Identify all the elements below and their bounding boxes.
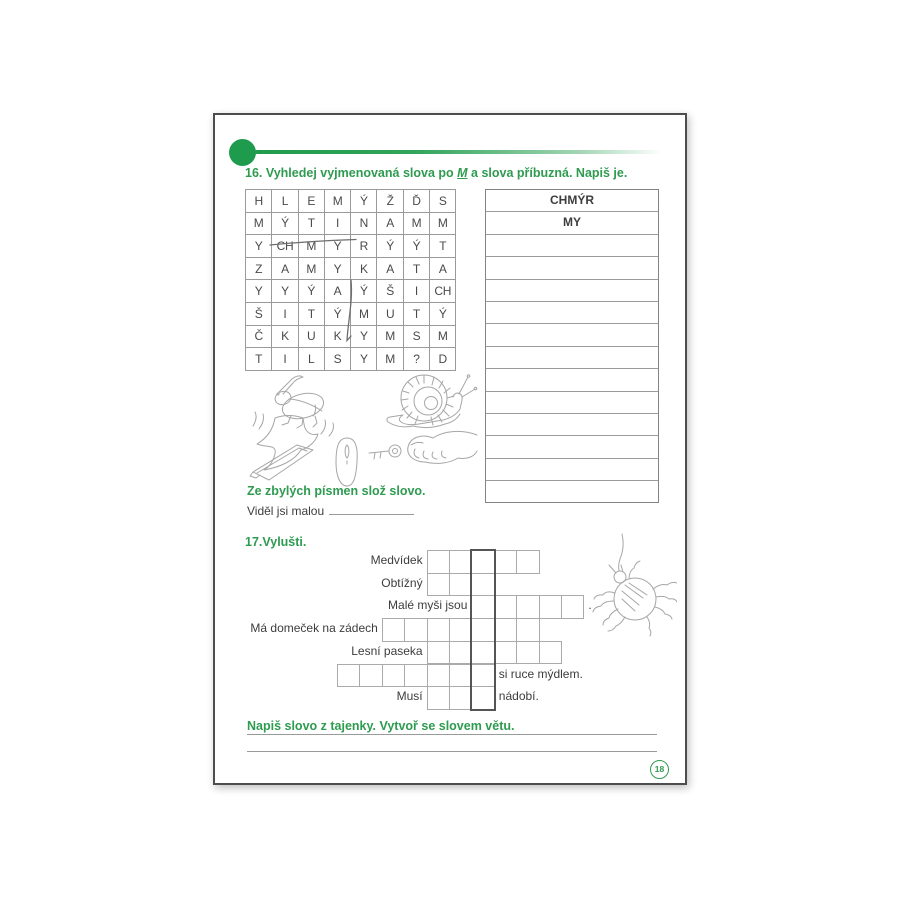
writing-line-1 bbox=[247, 734, 657, 735]
wordsearch-cell: Ý bbox=[430, 302, 456, 325]
wordsearch-cell: I bbox=[272, 302, 298, 325]
wordsearch-row bbox=[246, 325, 456, 348]
wordsearch-grid bbox=[245, 189, 456, 371]
crossword-cell bbox=[516, 550, 539, 574]
wordsearch-row bbox=[246, 257, 456, 280]
crossword-cell bbox=[516, 641, 539, 665]
answer-row-filled: MY bbox=[486, 212, 658, 234]
wordsearch-cell: E bbox=[298, 190, 324, 213]
writing-line-2 bbox=[247, 751, 657, 752]
wordsearch-cell: CH bbox=[272, 235, 298, 258]
wordsearch-cell: K bbox=[324, 325, 350, 348]
wordsearch-cell: T bbox=[298, 212, 324, 235]
wordsearch-cell: T bbox=[246, 348, 272, 371]
footer-instruction: Napiš slovo z tajenky. Vytvoř se slovem větu. bbox=[247, 719, 515, 733]
crossword-cell bbox=[427, 550, 450, 574]
wordsearch-cell: L bbox=[298, 348, 324, 371]
wordsearch-cell: I bbox=[324, 212, 350, 235]
wordsearch-cell: A bbox=[430, 257, 456, 280]
wordsearch-cell: R bbox=[351, 235, 377, 258]
wordsearch-cell: CH bbox=[430, 280, 456, 303]
wordsearch-cell: T bbox=[430, 235, 456, 258]
crossword-cell bbox=[539, 641, 562, 665]
wordsearch-row bbox=[246, 235, 456, 258]
wordsearch-cell: M bbox=[324, 190, 350, 213]
wordsearch-cell: S bbox=[430, 190, 456, 213]
crossword-cell bbox=[449, 550, 472, 574]
wordsearch-cell: U bbox=[377, 302, 403, 325]
answer-table bbox=[485, 189, 659, 503]
wordsearch-cell: K bbox=[351, 257, 377, 280]
page-number: 18 bbox=[654, 764, 665, 774]
crossword-cell bbox=[539, 595, 562, 619]
crossword-cell bbox=[494, 595, 517, 619]
exercise17-title: 17.Vylušti. bbox=[245, 535, 307, 549]
crossword-clue: Malé myši jsou bbox=[388, 598, 468, 613]
wordsearch-cell: I bbox=[403, 280, 429, 303]
wordsearch-cell: Z bbox=[246, 257, 272, 280]
wordsearch-cell: L bbox=[272, 190, 298, 213]
wordsearch-cell: Ý bbox=[272, 212, 298, 235]
wordsearch-cell: Č bbox=[246, 325, 272, 348]
wordsearch-cell: Y bbox=[246, 235, 272, 258]
wordsearch-cell: U bbox=[298, 325, 324, 348]
wordsearch-cell: K bbox=[272, 325, 298, 348]
compose-instruction: Ze zbylých písmen slož slovo. bbox=[247, 484, 426, 498]
wordsearch-cell: Ý bbox=[324, 302, 350, 325]
wordsearch-cell: Y bbox=[351, 348, 377, 371]
sentence-start-text: Viděl jsi malou bbox=[247, 504, 325, 518]
wordsearch-cell: A bbox=[272, 257, 298, 280]
wordsearch-cell: T bbox=[403, 257, 429, 280]
wordsearch-cell: M bbox=[377, 325, 403, 348]
crossword-cell bbox=[494, 618, 517, 642]
wordsearch-cell: Ý bbox=[403, 235, 429, 258]
wordsearch-cell: Y bbox=[351, 325, 377, 348]
wordsearch-cell: I bbox=[272, 348, 298, 371]
crossword-cell bbox=[449, 641, 472, 665]
wordsearch-row bbox=[246, 302, 456, 325]
crossword-clue: Musí bbox=[396, 689, 423, 704]
crossword-cell bbox=[427, 573, 450, 597]
crossword-cell bbox=[427, 618, 450, 642]
wordsearch-cell: M bbox=[430, 325, 456, 348]
wordsearch-cell: Y bbox=[246, 280, 272, 303]
crossword-cell bbox=[561, 595, 584, 619]
answer-row-empty bbox=[486, 369, 658, 391]
crossword-clue: Obtížný bbox=[381, 575, 423, 590]
workbook-page bbox=[213, 113, 687, 785]
crossword-cell bbox=[427, 641, 450, 665]
crossword-cell bbox=[404, 664, 427, 688]
tick-illustration bbox=[585, 533, 677, 637]
answer-row-empty bbox=[486, 414, 658, 436]
wordsearch-cell: Š bbox=[246, 302, 272, 325]
exercise16-title bbox=[245, 166, 627, 180]
answer-row-empty bbox=[486, 257, 658, 279]
wordsearch-cell: M bbox=[298, 235, 324, 258]
wordsearch-cell: Ý bbox=[377, 235, 403, 258]
wordsearch-cell: A bbox=[377, 257, 403, 280]
crossword-suffix-text: . bbox=[588, 598, 592, 613]
wordsearch-cell: M bbox=[377, 348, 403, 371]
crossword-clue: Má domeček na zádech bbox=[250, 621, 378, 636]
wordsearch-cell: M bbox=[403, 212, 429, 235]
wordsearch-row bbox=[246, 280, 456, 303]
answer-row-empty bbox=[486, 235, 658, 257]
exercise16-title-prefix: 16. Vyhledej vyjmenovaná slova po bbox=[245, 166, 458, 180]
answer-row-empty bbox=[486, 347, 658, 369]
wordsearch-cell: D bbox=[430, 348, 456, 371]
wordsearch-cell: S bbox=[403, 325, 429, 348]
answer-row-empty bbox=[486, 302, 658, 324]
stag-beetle-on-stump-illustration bbox=[245, 372, 341, 474]
wordsearch-cell: A bbox=[377, 212, 403, 235]
wordsearch-cell: M bbox=[298, 257, 324, 280]
wordsearch-row bbox=[246, 348, 456, 371]
crossword-cell bbox=[449, 664, 472, 688]
crossword-cell bbox=[449, 573, 472, 597]
wordsearch-cell: Y bbox=[324, 257, 350, 280]
snail-illustration bbox=[383, 367, 479, 437]
crossword-clue: Lesní paseka bbox=[351, 643, 423, 658]
wordsearch-cell: H bbox=[246, 190, 272, 213]
crossword-cell bbox=[404, 618, 427, 642]
soap-illustration bbox=[331, 435, 363, 489]
hand-with-key-illustration bbox=[355, 423, 479, 479]
wordsearch-cell: Ý bbox=[324, 235, 350, 258]
wordsearch-cell: Ý bbox=[351, 280, 377, 303]
header-bullet-dot bbox=[229, 139, 256, 166]
answer-row-empty bbox=[486, 324, 658, 346]
exercise16-title-highlight-m: M bbox=[457, 166, 468, 180]
wordsearch-row bbox=[246, 212, 456, 235]
wordsearch-cell: Ž bbox=[377, 190, 403, 213]
wordsearch-cell: T bbox=[298, 302, 324, 325]
crossword-suffix-text: nádobí. bbox=[498, 689, 539, 704]
wordsearch-cell: M bbox=[430, 212, 456, 235]
crossword-cell bbox=[382, 618, 405, 642]
header-gradient-rule bbox=[255, 150, 667, 154]
answer-row-empty bbox=[486, 481, 658, 502]
answer-row-empty bbox=[486, 280, 658, 302]
answer-row-empty bbox=[486, 459, 658, 481]
wordsearch-cell: N bbox=[351, 212, 377, 235]
wordsearch-cell: T bbox=[403, 302, 429, 325]
wordsearch-cell: Ý bbox=[351, 190, 377, 213]
wordsearch-cell: Ď bbox=[403, 190, 429, 213]
crossword-cell bbox=[516, 595, 539, 619]
wordsearch-cell: M bbox=[351, 302, 377, 325]
wordsearch-cell: Š bbox=[377, 280, 403, 303]
crossword-cell bbox=[449, 686, 472, 710]
crossword-cell bbox=[337, 664, 360, 688]
crossword-secret-column bbox=[470, 549, 496, 711]
sentence-start bbox=[247, 502, 414, 518]
page-number-badge bbox=[650, 760, 669, 779]
answer-row-empty bbox=[486, 392, 658, 414]
wordsearch-cell: ? bbox=[403, 348, 429, 371]
answer-row-filled: CHMÝR bbox=[486, 190, 658, 212]
crossword-cell bbox=[382, 664, 405, 688]
crossword-cell bbox=[427, 664, 450, 688]
crossword-clue: Medvídek bbox=[370, 553, 423, 567]
wordsearch-row bbox=[246, 190, 456, 213]
wordsearch-cell: A bbox=[324, 280, 350, 303]
washing-trough-illustration bbox=[247, 436, 319, 484]
wordsearch-cell: Y bbox=[272, 280, 298, 303]
crossword-suffix-text: si ruce mýdlem. bbox=[498, 666, 583, 681]
crossword-cell bbox=[516, 618, 539, 642]
exercise16-title-suffix: a slova příbuzná. Napiš je. bbox=[467, 166, 628, 180]
crossword-cell bbox=[494, 641, 517, 665]
wordsearch-cell: S bbox=[324, 348, 350, 371]
wordsearch-cell: Ý bbox=[298, 280, 324, 303]
answer-blank bbox=[329, 502, 414, 515]
crossword-cell bbox=[494, 550, 517, 574]
wordsearch-cell: M bbox=[246, 212, 272, 235]
crossword-cell bbox=[449, 618, 472, 642]
answer-row-empty bbox=[486, 436, 658, 458]
crossword-cell bbox=[427, 686, 450, 710]
crossword-cell bbox=[359, 664, 382, 688]
